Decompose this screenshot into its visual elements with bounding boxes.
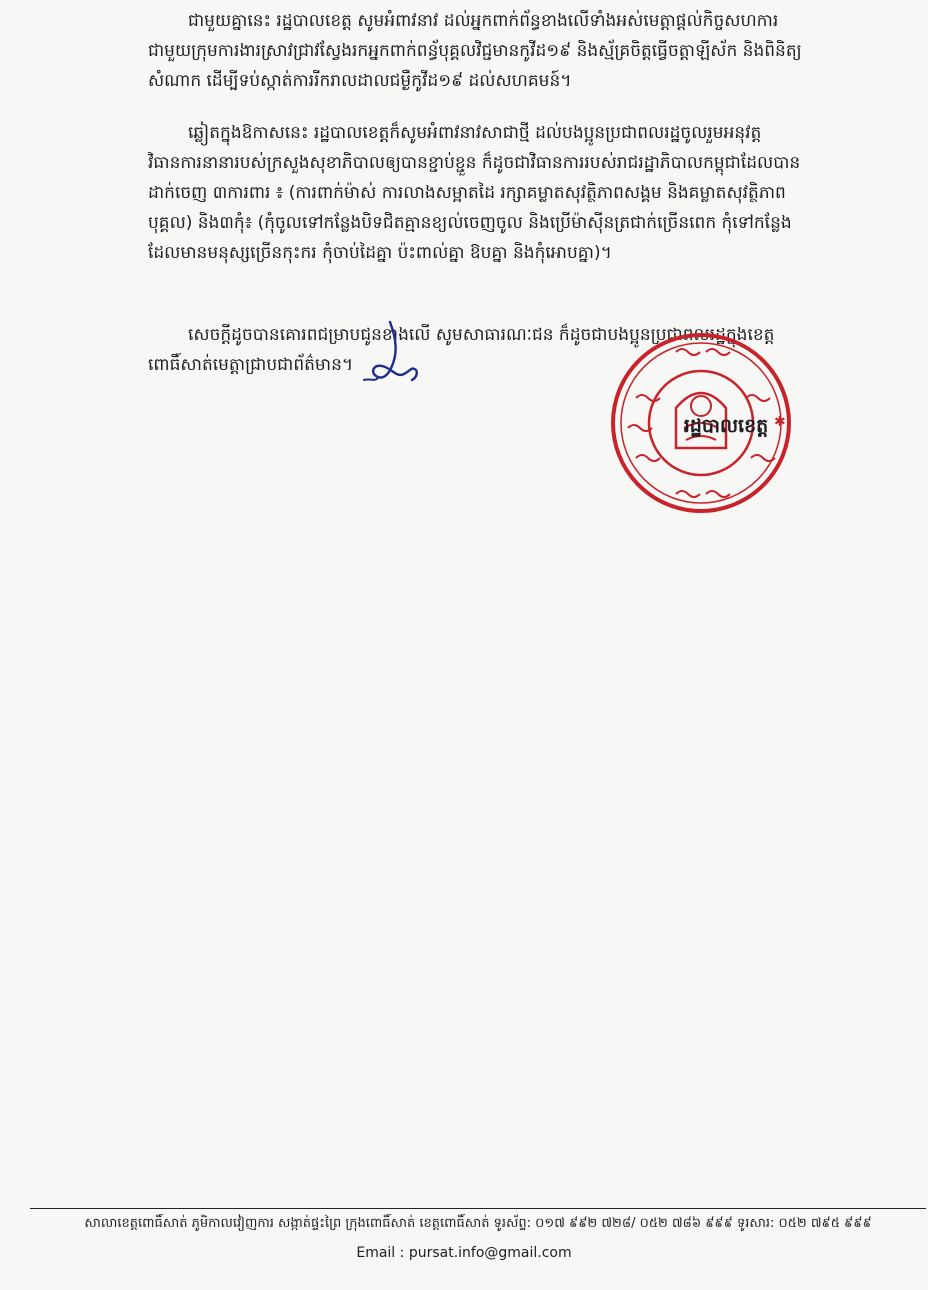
paragraph-line: សេចក្តីដូចបានគោរពជម្រាបជូនខាងលើ សូមសាធារណៈជន ក៏ដូចជាបងប្អូនប្រជាពលរដ្ឋក្នុងខេត្ត (188, 325, 775, 345)
paragraph-line: ជាមួយក្រុមការងារស្រាវជ្រាវស្វែងរកអ្នកពាក់ពន្ធ័បុគ្គលវិជ្ជមានកូវីដ១៩ និងស្ម័គ្រចិត្តធ្វើចត្តាឡីស័ក និងពិនិត្យ (148, 41, 802, 61)
paragraph-line: ឆ្លៀតក្នុងឱកាសនេះ រដ្ឋបាលខេត្តក៏សូមអំពាវនាវសាជាថ្មី ដល់បងប្អូនប្រជាពលរដ្ឋចូលរួមអនុវត្ត (188, 123, 762, 143)
footer-divider (30, 1208, 926, 1209)
seal-caption: រដ្ឋបាលខេត្ត (683, 415, 769, 437)
paragraph-line: ដែលមានមនុស្សច្រើនកុះករ កុំចាប់ដៃគ្នា ប៉ះពាល់គ្នា ឱបគ្នា និងកុំអោបគ្នា)។ (148, 243, 612, 263)
paragraph-line: ដាក់ចេញ ៣ការពារ ៖ (ការពាក់ម៉ាស់ ការលាងសម្អាតដៃ រក្សាគម្លាតសុវត្ថិភាពសង្គម និងគម្លាតសុវត្ថិភាព (148, 183, 786, 203)
paragraph-3 (148, 320, 908, 380)
signature-mark (352, 318, 432, 398)
paragraph-line: បុគ្គល) និង៣កុំ៖ (កុំចូលទៅកន្លែងបិទជិតគ្មានខ្យល់ចេញចូល និងប្រើម៉ាស៊ីនត្រជាក់ច្រើនពេក កុំទៅកន្លែង (148, 213, 792, 233)
paragraph-line: វិធានការនានារបស់ក្រសួងសុខាភិបាលឲ្យបានខ្ជាប់ខ្ជួន ក៏ដូចជាវិធានការរបស់រាជរដ្ឋាភិបាលកម្ពុជាដែលបាន (148, 153, 801, 173)
svg-text:✱: ✱ (774, 414, 786, 430)
footer-email: Email : pursat.info@gmail.com (356, 1245, 572, 1261)
paragraph-2 (148, 118, 908, 268)
paragraph-1 (148, 6, 908, 96)
official-seal (606, 328, 796, 518)
footer-address: សាលាខេត្តពោធិ៍សាត់ ភូមិកាលវៀញការ សង្កាត់ផ្ទះព្រៃ ក្រុងពោធិ៍សាត់ ខេត្តពោធិ៍សាត់ ទូរស័ព្ទ: ០១៧ ៩៩២ ៧២៨/ ០៥២ ៧៨៦ ៩៩៩ ទូរសារ: ០៥២ ៧៩៥ ៩៩៩ (84, 1216, 872, 1231)
paragraph-line: ជាមួយគ្នានេះ រដ្ឋបាលខេត្ត សូមអំពាវនាវ ដល់អ្នកពាក់ព័ន្ធខាងលើទាំងអស់មេត្តាផ្តល់កិច្ចសហការ (188, 11, 779, 31)
paragraph-line: សំណាក ដើម្បីទប់ស្កាត់ការរីករាលដាលជម្ងឺកូវីដ១៩ ដល់សហគមន៍។ (148, 71, 572, 91)
paragraph-line: ពោធិ៍សាត់មេត្តាជ្រាបជាព័ត៌មាន។ (148, 355, 354, 375)
